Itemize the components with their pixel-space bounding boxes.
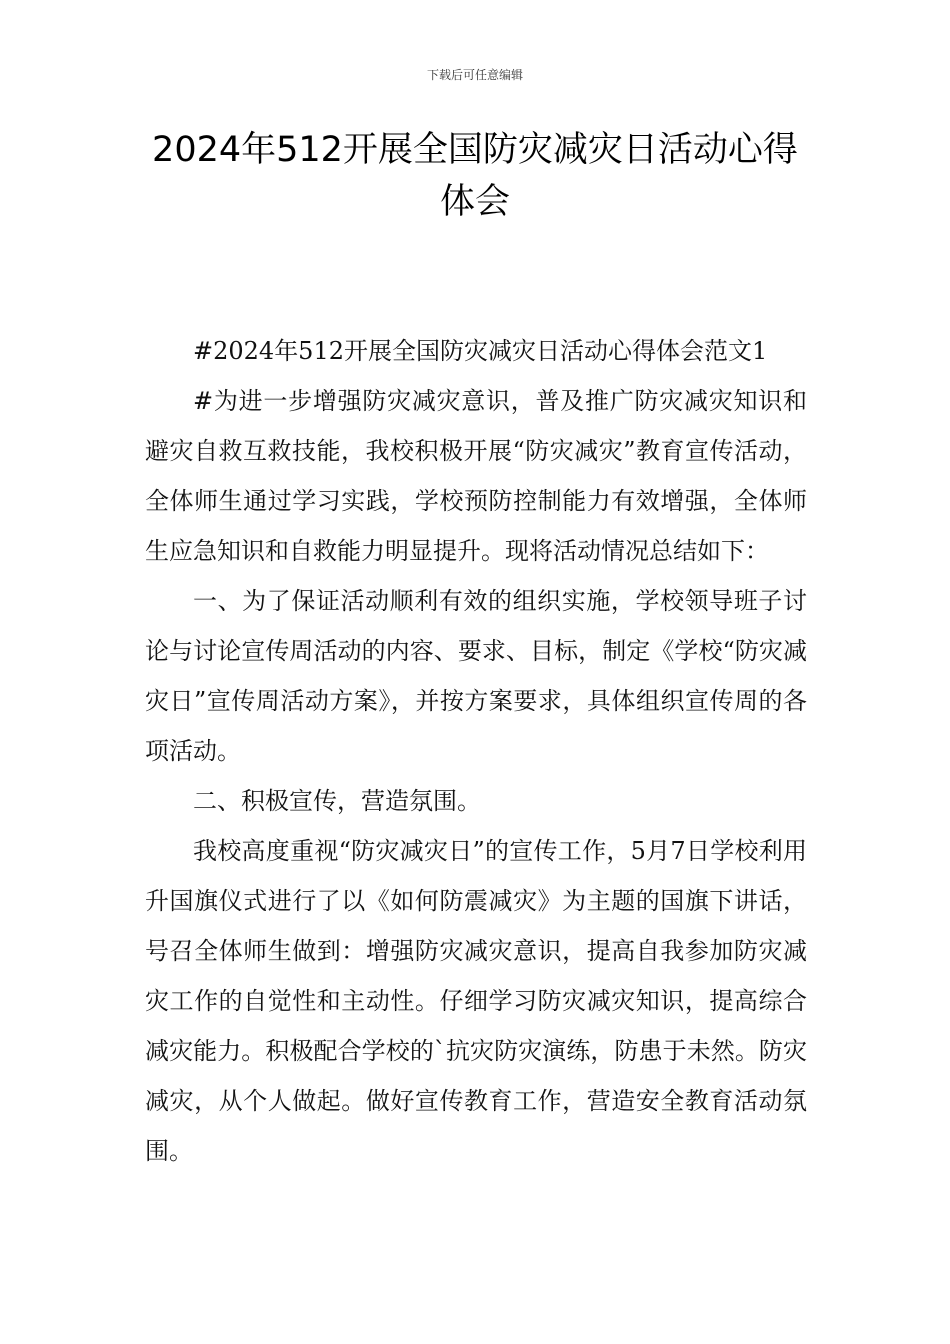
paragraph-section-heading: #2024年512开展全国防灾减灾日活动心得体会范文1	[193, 337, 768, 365]
header-note: 下载后可任意编辑	[426, 68, 523, 82]
document-title: 2024年512开展全国防灾减灾日活动心得体会	[152, 130, 798, 222]
paragraph-publicity: 我校高度重视“防灾减灾日”的宣传工作，5月7日学校利用升国旗仪式进行了以《如何防震减灾》为主题的国旗下讲话，号召全体师生做到：增强防灾减灾意识，提高自我参加防灾减灾工作的自觉性和主动性。仔细学习防灾减灾知识，提高综合减灾能力。积极配合学校的`抗灾防灾演练，防患于未然。防灾减灾，从个人做起。做好宣传教育工作，营造安全教育活动氛围。	[145, 837, 807, 1165]
paragraph-point-two: 二、积极宣传，营造氛围。	[193, 787, 481, 815]
document-body	[145, 326, 807, 1176]
paragraph-intro: #为进一步增强防灾减灾意识，普及推广防灾减灾知识和避灾自救互救技能，我校积极开展“防灾减灾”教育宣传活动，全体师生通过学习实践，学校预防控制能力有效增强，全体师生应急知识和自救能力明显提升。现将活动情况总结如下：	[145, 387, 807, 565]
paragraph-point-one: 一、为了保证活动顺利有效的组织实施，学校领导班子讨论与讨论宣传周活动的内容、要求、目标，制定《学校“防灾减灾日”宣传周活动方案》，并按方案要求，具体组织宣传周的各项活动。	[145, 587, 807, 765]
